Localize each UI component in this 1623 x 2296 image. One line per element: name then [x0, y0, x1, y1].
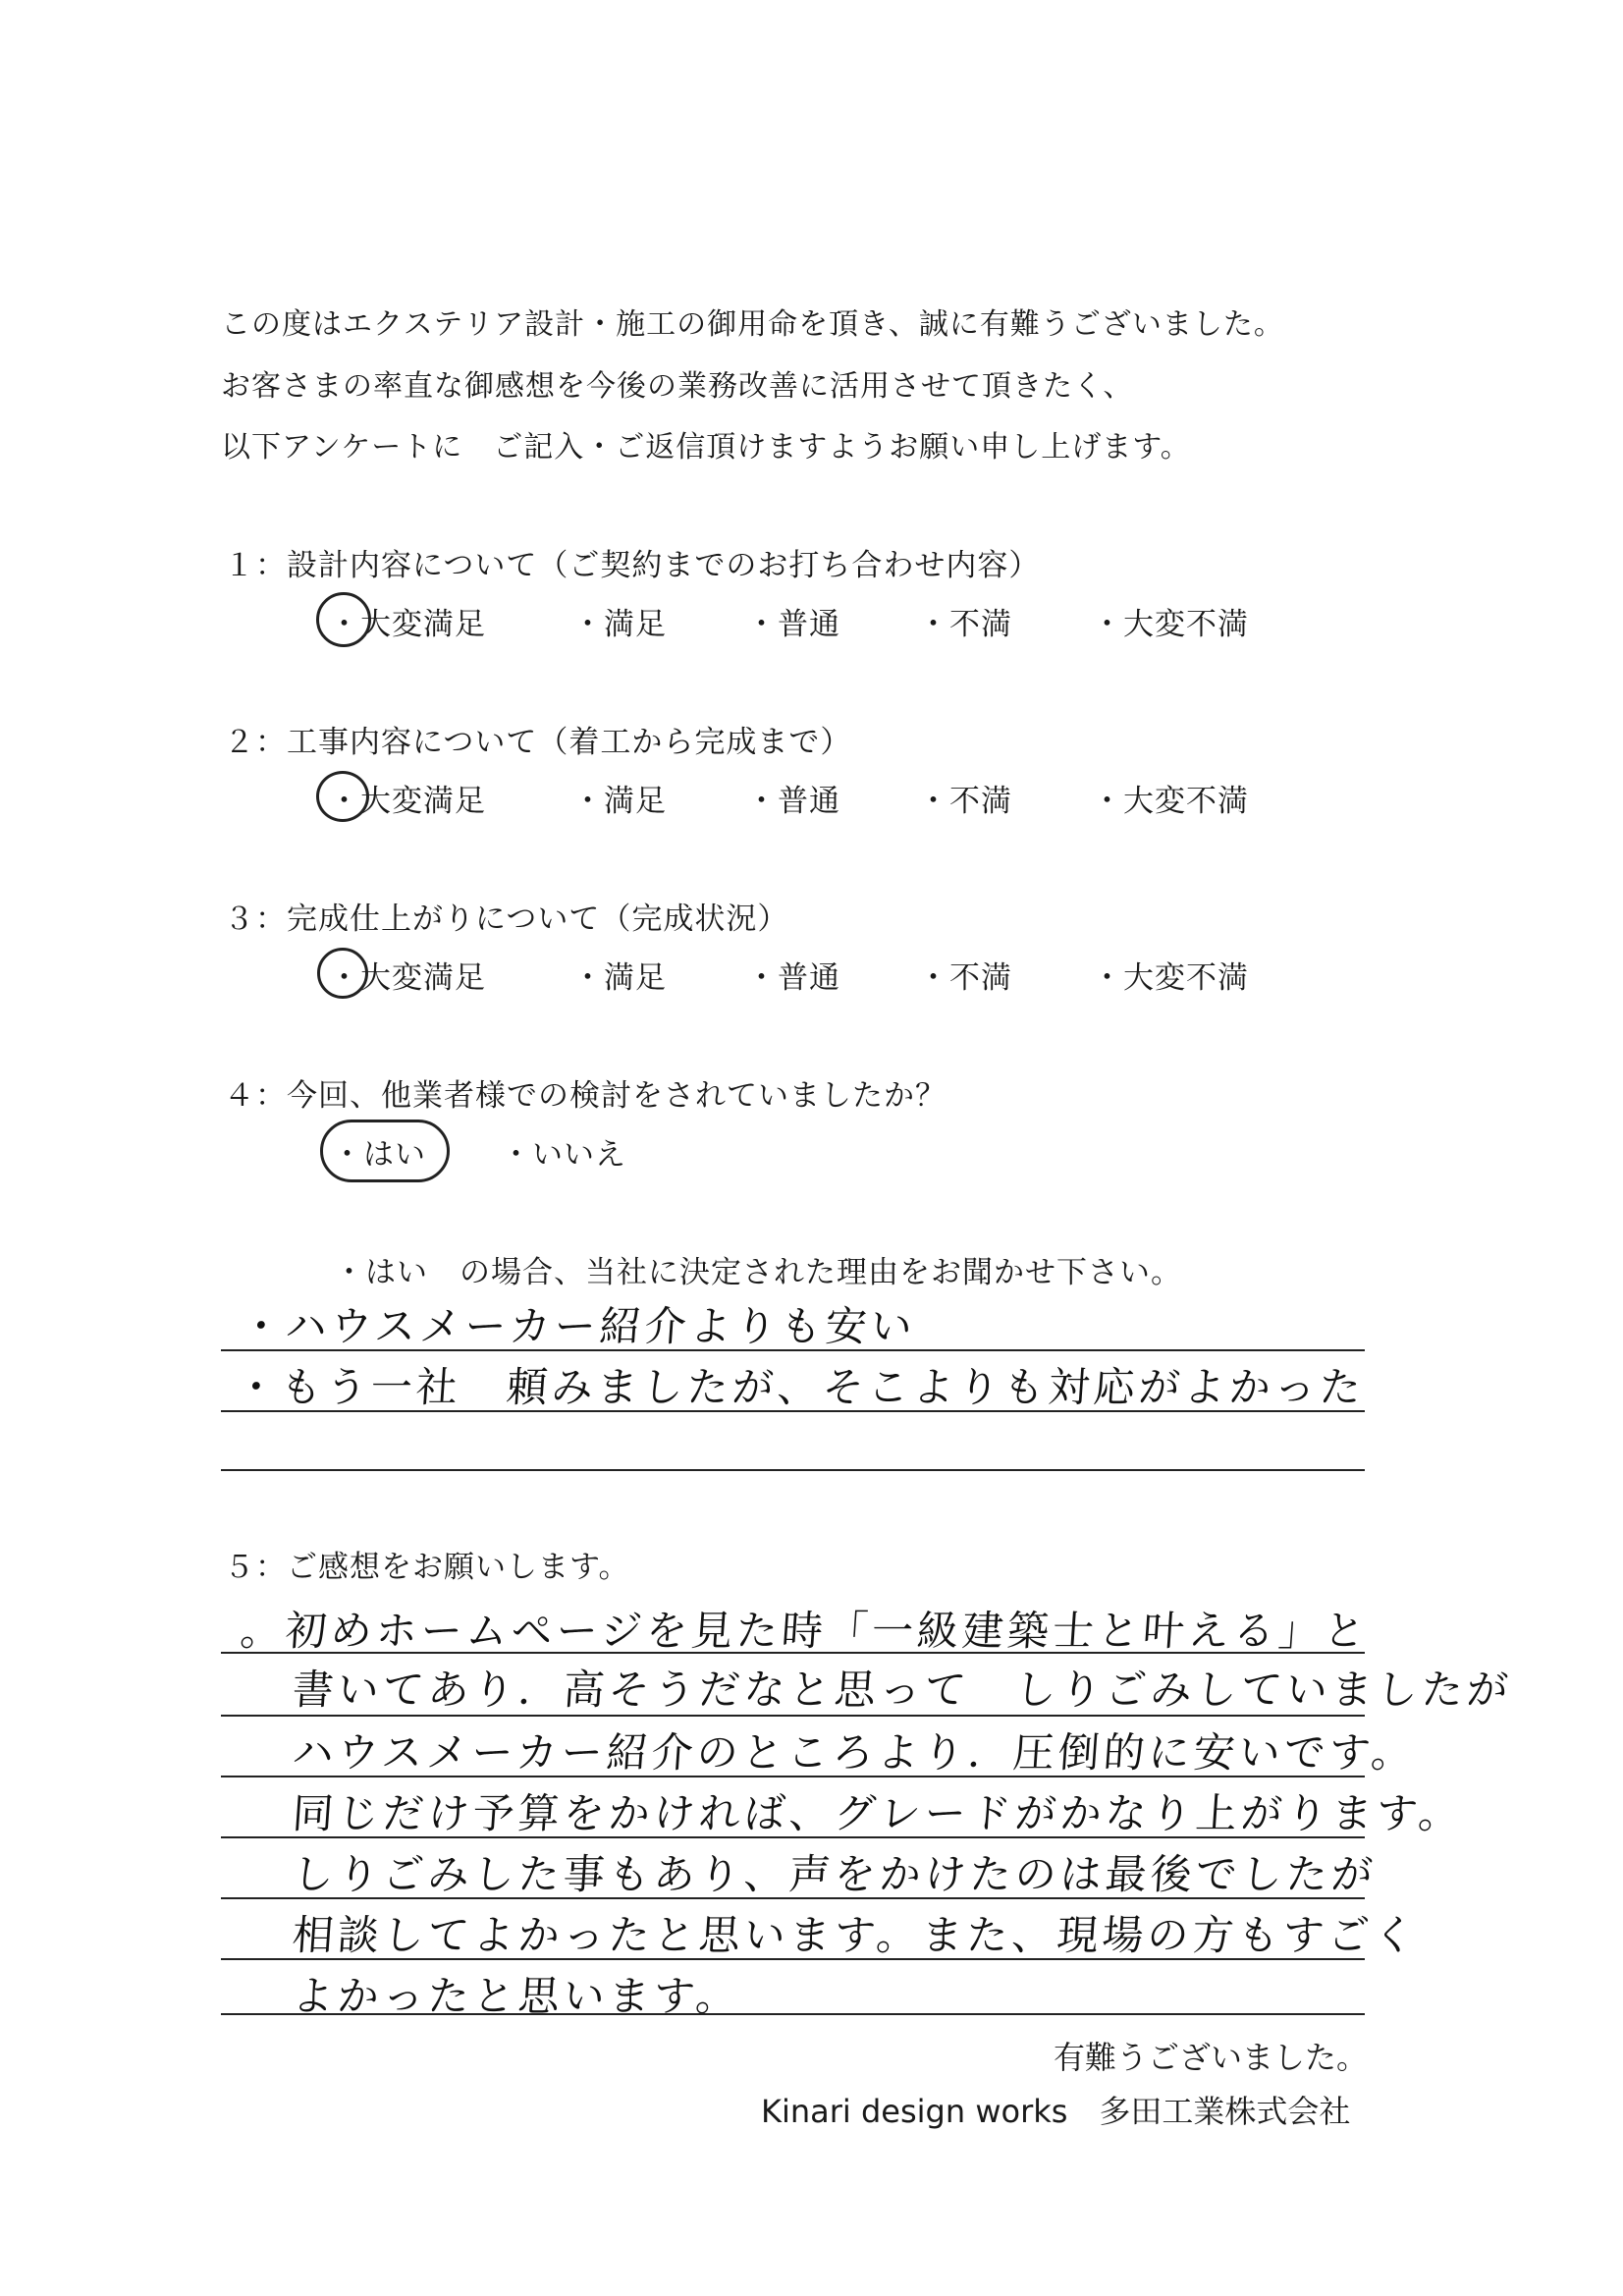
intro-line-3: 以下アンケートに ご記入・ご返信頂けますようお願い申し上げます。 [221, 430, 1191, 465]
intro-line-2: お客さまの率直な御感想を今後の業務改善に活用させて頂きたく、 [221, 369, 1134, 404]
answer-rule [221, 1652, 1365, 1654]
answer-rule [221, 2013, 1365, 2015]
question-5-title: ５：ご感想をお願いします。 [224, 1550, 630, 1585]
answer-rule [221, 1776, 1365, 1777]
answer-rule [221, 1349, 1365, 1351]
q1-option-very-satisfied[interactable]: ・大変満足 [329, 607, 486, 642]
q2-option-very-satisfied[interactable]: ・大変満足 [329, 784, 486, 819]
question-3-title: ３：完成仕上がりについて（完成状況） [224, 902, 789, 937]
q4-reason-answer-2: ・もう一社 頼みましたが、そこよりも対応がよかった [234, 1363, 1367, 1411]
q5-answer-line-3: ハウスメーカー紹介のところより．圧倒的に安いです。 [291, 1728, 1419, 1777]
q1-option-satisfied[interactable]: ・満足 [572, 607, 667, 642]
question-4-title: ４：今回、他業者様での検討をされていましたか？ [224, 1078, 947, 1114]
q3-selection-circle [317, 948, 368, 999]
intro-line-1: この度はエクステリア設計・施工の御用命を頂き、誠に有難うございました。 [221, 307, 1284, 342]
q4-reason-answer-1: ・ハウスメーカー紹介よりも安い [239, 1302, 918, 1350]
q2-option-normal[interactable]: ・普通 [746, 784, 840, 819]
q4-selection-circle [320, 1120, 450, 1182]
q1-option-very-dissatisfied[interactable]: ・大変不満 [1092, 607, 1249, 642]
q5-answer-line-4: 同じだけ予算をかければ、グレードがかなり上がります。 [291, 1789, 1466, 1837]
answer-rule [221, 1836, 1365, 1838]
q3-option-satisfied[interactable]: ・満足 [572, 960, 667, 996]
question-1-title: １：設計内容について（ご契約までのお打ち合わせ内容） [224, 548, 1041, 583]
answer-rule [221, 1715, 1365, 1717]
q5-answer-line-5: しりごみした事もあり、声をかけたのは最後でしたが [291, 1850, 1379, 1898]
answer-rule [221, 1469, 1365, 1471]
q2-option-dissatisfied[interactable]: ・不満 [918, 784, 1012, 819]
q2-option-satisfied[interactable]: ・満足 [572, 784, 667, 819]
q2-selection-circle [316, 771, 369, 822]
q5-answer-line-6: 相談してよかったと思います。また、現場の方もすごく [291, 1911, 1421, 1959]
q4-reason-prompt: ・はい の場合、当社に決定された理由をお聞かせ下さい。 [334, 1255, 1182, 1290]
q4-option-yes[interactable]: ・はい [332, 1137, 426, 1173]
q2-option-very-dissatisfied[interactable]: ・大変不満 [1092, 784, 1249, 819]
q5-answer-line-1: 。初めホームページを見た時「一級建築士と叶える」と [239, 1607, 1371, 1655]
footer-company: Kinari design works 多田工業株式会社 [761, 2093, 1351, 2130]
q4-option-no[interactable]: ・いいえ [501, 1137, 626, 1173]
q5-answer-line-2: 書いてあり．高そうだなと思って しりごみしていましたが [291, 1666, 1514, 1714]
answer-rule [221, 1897, 1365, 1899]
q3-option-very-satisfied[interactable]: ・大変満足 [329, 960, 486, 996]
q1-option-normal[interactable]: ・普通 [746, 607, 840, 642]
q1-option-dissatisfied[interactable]: ・不満 [918, 607, 1012, 642]
q3-option-normal[interactable]: ・普通 [746, 960, 840, 996]
q1-selection-circle [316, 592, 371, 647]
answer-rule [221, 1958, 1365, 1960]
answer-rule [221, 1410, 1365, 1412]
footer-thanks: 有難うございました。 [1054, 2039, 1369, 2076]
q3-option-dissatisfied[interactable]: ・不満 [918, 960, 1012, 996]
question-2-title: ２：工事内容について（着工から完成まで） [224, 725, 852, 760]
q3-option-very-dissatisfied[interactable]: ・大変不満 [1092, 960, 1249, 996]
q5-answer-line-7: よかったと思います。 [291, 1972, 743, 2020]
